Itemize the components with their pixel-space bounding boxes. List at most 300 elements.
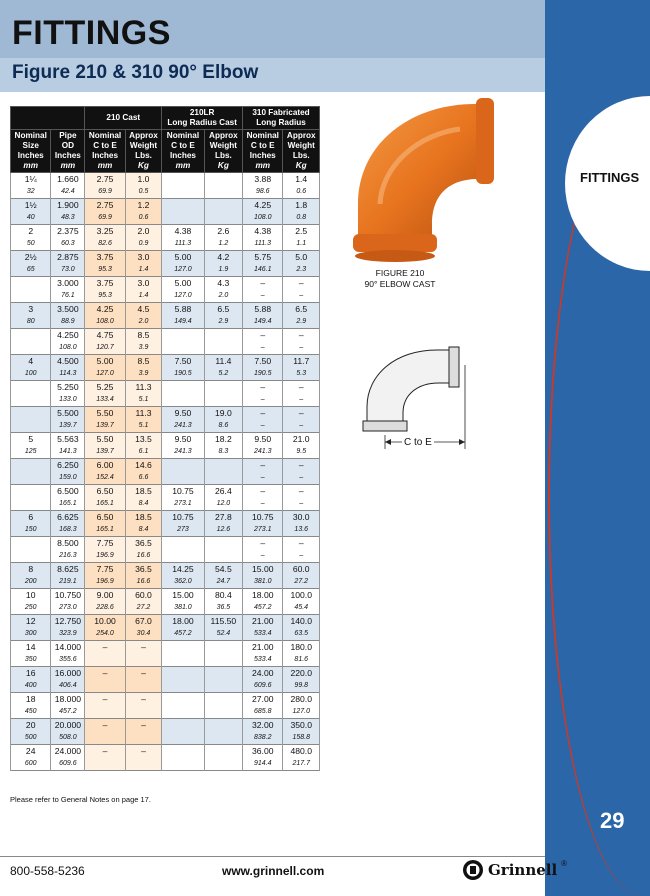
table-row <box>11 329 320 342</box>
table-cell: 36.5 <box>125 537 161 550</box>
table-cell: 4.25 <box>85 303 125 316</box>
table-cell: – <box>243 459 283 472</box>
table-row <box>11 355 320 368</box>
table-cell: – <box>243 420 283 433</box>
table-cell <box>125 706 161 719</box>
table-cell <box>162 472 204 485</box>
table-cell <box>11 381 51 394</box>
table-cell: 108.0 <box>51 342 85 355</box>
column-header: Nominal C to E Inches mm <box>85 130 125 173</box>
table-cell: 100 <box>11 368 51 381</box>
table-cell: 381.0 <box>162 602 204 615</box>
table-cell: 9.00 <box>85 589 125 602</box>
table-cell: 8.5 <box>125 329 161 342</box>
table-cell: 196.9 <box>85 576 125 589</box>
table-cell: 5.50 <box>85 407 125 420</box>
table-cell: 14.6 <box>125 459 161 472</box>
table-row <box>11 615 320 628</box>
table-cell: 273.0 <box>51 602 85 615</box>
table-cell: 76.1 <box>51 290 85 303</box>
table-cell: 27.2 <box>283 576 320 589</box>
table-cell <box>85 654 125 667</box>
table-cell: 190.5 <box>243 368 283 381</box>
table-cell <box>162 680 204 693</box>
table-cell: 3.75 <box>85 277 125 290</box>
table-cell <box>162 329 204 342</box>
table-cell: 159.0 <box>51 472 85 485</box>
table-cell: 15.00 <box>243 563 283 576</box>
table-cell: – <box>243 498 283 511</box>
table-cell: 7.50 <box>243 355 283 368</box>
table-cell: 4.500 <box>51 355 85 368</box>
table-row <box>11 537 320 550</box>
table-cell: 1.900 <box>51 199 85 212</box>
table-cell: 600 <box>11 758 51 771</box>
table-cell: 14 <box>11 641 51 654</box>
table-cell: 6.6 <box>125 472 161 485</box>
table-cell: 80 <box>11 316 51 329</box>
table-cell: 300 <box>11 628 51 641</box>
table-cell <box>162 732 204 745</box>
table-cell: 3 <box>11 303 51 316</box>
table-cell: 108.0 <box>85 316 125 329</box>
table-row <box>11 368 320 381</box>
table-cell <box>85 706 125 719</box>
table-cell: – <box>85 719 125 732</box>
table-cell: 8.500 <box>51 537 85 550</box>
table-cell: 0.6 <box>283 186 320 199</box>
table-cell: 45.4 <box>283 602 320 615</box>
table-cell: – <box>283 498 320 511</box>
table-cell <box>162 641 204 654</box>
table-cell: 115.50 <box>204 615 242 628</box>
table-cell <box>11 407 51 420</box>
table-cell: 362.0 <box>162 576 204 589</box>
table-row <box>11 420 320 433</box>
table-cell: 838.2 <box>243 732 283 745</box>
table-cell: 180.0 <box>283 641 320 654</box>
table-cell: 685.8 <box>243 706 283 719</box>
table-cell: 220.0 <box>283 667 320 680</box>
table-cell: 6.5 <box>204 303 242 316</box>
table-cell: 95.3 <box>85 290 125 303</box>
table-header-blank <box>11 107 85 130</box>
table-cell: 21.00 <box>243 615 283 628</box>
column-header: Approx Weight Lbs. Kg <box>204 130 242 173</box>
table-cell: 2.75 <box>85 173 125 186</box>
table-cell: 8.4 <box>125 524 161 537</box>
table-cell: 1.8 <box>283 199 320 212</box>
table-row <box>11 472 320 485</box>
table-cell: 241.3 <box>162 446 204 459</box>
table-cell: 141.3 <box>51 446 85 459</box>
table-cell: 168.3 <box>51 524 85 537</box>
table-cell: 18 <box>11 693 51 706</box>
table-cell <box>204 381 242 394</box>
table-cell: 3.25 <box>85 225 125 238</box>
table-cell: 114.3 <box>51 368 85 381</box>
table-cell <box>204 693 242 706</box>
table-row <box>11 433 320 446</box>
table-cell: 80.4 <box>204 589 242 602</box>
table-cell: 9.5 <box>283 446 320 459</box>
figure-caption: FIGURE 210 90° ELBOW CAST <box>364 268 436 289</box>
table-cell <box>204 732 242 745</box>
table-cell: – <box>85 667 125 680</box>
table-cell: 2½ <box>11 251 51 264</box>
table-cell: 2 <box>11 225 51 238</box>
table-cell <box>125 654 161 667</box>
table-cell: 323.9 <box>51 628 85 641</box>
table-cell <box>204 654 242 667</box>
table-cell: 24.00 <box>243 667 283 680</box>
table-cell: 355.6 <box>51 654 85 667</box>
table-row <box>11 758 320 771</box>
table-cell: 254.0 <box>85 628 125 641</box>
table-cell: 32 <box>11 186 51 199</box>
group-header-210-cast: 210 Cast <box>85 107 162 130</box>
table-cell: 12.750 <box>51 615 85 628</box>
table-cell: 4.38 <box>243 225 283 238</box>
table-cell: – <box>283 459 320 472</box>
table-cell: 127.0 <box>162 264 204 277</box>
table-cell: 2.875 <box>51 251 85 264</box>
table-cell: 3.000 <box>51 277 85 290</box>
table-cell: 125 <box>11 446 51 459</box>
table-cell: 10 <box>11 589 51 602</box>
table-cell: 24 <box>11 745 51 758</box>
column-header: Approx Weight Lbs. Kg <box>283 130 320 173</box>
table-cell <box>162 381 204 394</box>
table-cell: 24.000 <box>51 745 85 758</box>
table-cell: 10.00 <box>85 615 125 628</box>
table-cell: 7.75 <box>85 563 125 576</box>
table-cell: 27.00 <box>243 693 283 706</box>
table-cell: 14.25 <box>162 563 204 576</box>
table-row <box>11 628 320 641</box>
table-cell: 1.9 <box>204 264 242 277</box>
table-row <box>11 693 320 706</box>
c-to-e-dimension-label: C to E <box>404 437 432 448</box>
table-cell: 149.4 <box>162 316 204 329</box>
footer-rule <box>0 856 545 857</box>
table-cell: 18.00 <box>162 615 204 628</box>
table-cell: 12.6 <box>204 524 242 537</box>
table-cell <box>204 173 242 186</box>
table-row <box>11 485 320 498</box>
table-cell: 100.0 <box>283 589 320 602</box>
grinnell-logo <box>462 859 567 881</box>
table-cell: 111.3 <box>243 238 283 251</box>
table-cell: 450 <box>11 706 51 719</box>
table-cell: 0.8 <box>283 212 320 225</box>
table-row <box>11 264 320 277</box>
table-cell: 5.500 <box>51 407 85 420</box>
table-cell: 73.0 <box>51 264 85 277</box>
table-cell: 1.4 <box>283 173 320 186</box>
table-cell: 30.0 <box>283 511 320 524</box>
table-row <box>11 498 320 511</box>
table-cell <box>11 550 51 563</box>
table-cell: 4.25 <box>243 199 283 212</box>
table-cell: 139.7 <box>85 420 125 433</box>
table-cell: 69.9 <box>85 186 125 199</box>
table-cell: 27.8 <box>204 511 242 524</box>
footer-website[interactable]: www.grinnell.com <box>222 864 325 878</box>
table-cell: 140.0 <box>283 615 320 628</box>
table-cell: 4.5 <box>125 303 161 316</box>
table-cell: – <box>283 381 320 394</box>
table-cell: 5.00 <box>85 355 125 368</box>
table-cell: – <box>125 719 161 732</box>
table-cell <box>204 342 242 355</box>
table-cell: 3.75 <box>85 251 125 264</box>
table-cell: 2.375 <box>51 225 85 238</box>
table-cell <box>204 394 242 407</box>
table-cell: 120.7 <box>85 342 125 355</box>
table-cell <box>125 680 161 693</box>
table-cell <box>204 537 242 550</box>
table-cell: 500 <box>11 732 51 745</box>
page-number: 29 <box>600 808 625 833</box>
table-row <box>11 199 320 212</box>
table-footnote: Please refer to General Notes on page 17. <box>10 795 151 804</box>
table-cell <box>85 758 125 771</box>
table-cell: 9.50 <box>162 433 204 446</box>
table-cell: 8.4 <box>125 498 161 511</box>
table-cell: 273.1 <box>162 498 204 511</box>
table-cell: 457.2 <box>162 628 204 641</box>
table-cell: 13.6 <box>283 524 320 537</box>
table-cell <box>11 420 51 433</box>
table-cell: 219.1 <box>51 576 85 589</box>
table-cell <box>204 706 242 719</box>
table-cell: 1.2 <box>125 199 161 212</box>
table-cell <box>85 732 125 745</box>
column-header: Nominal C to E Inches mm <box>243 130 283 173</box>
table-cell <box>204 745 242 758</box>
table-cell: 82.6 <box>85 238 125 251</box>
table-cell: 914.4 <box>243 758 283 771</box>
table-cell: 2.0 <box>204 290 242 303</box>
table-row <box>11 225 320 238</box>
table-cell: 457.2 <box>243 602 283 615</box>
table-row <box>11 732 320 745</box>
table-cell: 146.1 <box>243 264 283 277</box>
table-cell: 2.3 <box>283 264 320 277</box>
table-cell <box>162 199 204 212</box>
table-row <box>11 719 320 732</box>
table-cell: – <box>125 693 161 706</box>
table-cell: – <box>283 277 320 290</box>
table-cell: 533.4 <box>243 654 283 667</box>
table-cell: 250 <box>11 602 51 615</box>
table-cell: 36.5 <box>125 563 161 576</box>
table-cell: 60.3 <box>51 238 85 251</box>
table-cell: 5.1 <box>125 394 161 407</box>
table-cell <box>11 290 51 303</box>
table-cell: 5.0 <box>283 251 320 264</box>
table-cell <box>11 342 51 355</box>
table-cell: 241.3 <box>162 420 204 433</box>
table-row <box>11 563 320 576</box>
table-cell: 480.0 <box>283 745 320 758</box>
table-row <box>11 602 320 615</box>
table-cell: 10.750 <box>51 589 85 602</box>
table-cell: 0.9 <box>125 238 161 251</box>
table-cell <box>204 550 242 563</box>
table-cell <box>204 186 242 199</box>
table-cell: 127.0 <box>283 706 320 719</box>
table-cell: 4.75 <box>85 329 125 342</box>
table-row <box>11 667 320 680</box>
table-cell: 133.0 <box>51 394 85 407</box>
table-cell <box>162 654 204 667</box>
table-row <box>11 303 320 316</box>
table-cell: 65 <box>11 264 51 277</box>
table-cell: 2.9 <box>204 316 242 329</box>
table-cell: 67.0 <box>125 615 161 628</box>
group-header-210lr: 210LR Long Radius Cast <box>162 107 243 130</box>
table-cell: 12.0 <box>204 498 242 511</box>
table-cell: 6.5 <box>283 303 320 316</box>
table-cell: 139.7 <box>51 420 85 433</box>
table-cell: 3.9 <box>125 342 161 355</box>
dimensions-table <box>10 106 320 771</box>
table-cell: – <box>283 407 320 420</box>
table-cell: 533.4 <box>243 628 283 641</box>
table-row <box>11 407 320 420</box>
table-cell <box>11 394 51 407</box>
table-cell: 139.7 <box>85 446 125 459</box>
table-cell <box>162 173 204 186</box>
table-cell: – <box>283 394 320 407</box>
table-row <box>11 641 320 654</box>
table-row <box>11 654 320 667</box>
table-row <box>11 251 320 264</box>
table-cell: – <box>243 550 283 563</box>
table-cell: 111.3 <box>162 238 204 251</box>
table-row <box>11 394 320 407</box>
table-cell: – <box>243 407 283 420</box>
table-cell: 1.4 <box>125 264 161 277</box>
table-cell <box>162 394 204 407</box>
table-cell: 4.38 <box>162 225 204 238</box>
table-cell: 11.3 <box>125 407 161 420</box>
table-cell: 9.50 <box>162 407 204 420</box>
table-row <box>11 589 320 602</box>
table-row <box>11 316 320 329</box>
table-cell: 16 <box>11 667 51 680</box>
table-cell: 158.8 <box>283 732 320 745</box>
table-cell <box>162 212 204 225</box>
table-cell: 5.25 <box>85 381 125 394</box>
table-cell: 350 <box>11 654 51 667</box>
table-cell: 1½ <box>11 199 51 212</box>
table-cell: 42.4 <box>51 186 85 199</box>
table-cell: 12 <box>11 615 51 628</box>
table-cell: – <box>243 277 283 290</box>
brand-name: Grinnell <box>488 861 558 879</box>
table-cell: 273 <box>162 524 204 537</box>
table-cell <box>125 732 161 745</box>
footer-phone: 800-558-5236 <box>10 864 85 878</box>
table-cell <box>204 680 242 693</box>
table-row <box>11 238 320 251</box>
table-cell: – <box>283 420 320 433</box>
table-cell: 20.000 <box>51 719 85 732</box>
table-cell: 5.00 <box>162 251 204 264</box>
table-cell <box>85 680 125 693</box>
elbow-dimension-diagram <box>355 345 475 450</box>
table-cell <box>162 342 204 355</box>
table-row <box>11 290 320 303</box>
table-cell: 381.0 <box>243 576 283 589</box>
table-cell: 60.0 <box>283 563 320 576</box>
table-cell: 50 <box>11 238 51 251</box>
table-cell: 8.5 <box>125 355 161 368</box>
table-row <box>11 173 320 186</box>
table-row <box>11 550 320 563</box>
table-cell <box>204 459 242 472</box>
table-row <box>11 745 320 758</box>
table-cell: 200 <box>11 576 51 589</box>
table-cell: – <box>125 745 161 758</box>
table-cell <box>204 199 242 212</box>
page-subtitle: Figure 210 & 310 90° Elbow <box>12 62 259 83</box>
table-cell <box>162 537 204 550</box>
table-cell: 95.3 <box>85 264 125 277</box>
side-section-label: FITTINGS <box>580 170 640 185</box>
table-cell: – <box>243 472 283 485</box>
table-cell: 609.6 <box>51 758 85 771</box>
table-cell: 11.3 <box>125 381 161 394</box>
table-cell: 81.6 <box>283 654 320 667</box>
table-cell: – <box>283 290 320 303</box>
table-cell: 60.0 <box>125 589 161 602</box>
table-cell: 3.9 <box>125 368 161 381</box>
table-cell: – <box>283 472 320 485</box>
table-cell: 99.8 <box>283 680 320 693</box>
table-cell: 217.7 <box>283 758 320 771</box>
table-cell: 13.5 <box>125 433 161 446</box>
table-cell <box>162 758 204 771</box>
table-cell: 27.2 <box>125 602 161 615</box>
table-cell: 4 <box>11 355 51 368</box>
table-cell: 5.250 <box>51 381 85 394</box>
table-cell <box>162 745 204 758</box>
table-cell: 5.50 <box>85 433 125 446</box>
table-cell: 18.000 <box>51 693 85 706</box>
table-cell: 2.9 <box>283 316 320 329</box>
table-cell: 127.0 <box>162 290 204 303</box>
table-cell: 18.00 <box>243 589 283 602</box>
table-cell: – <box>243 485 283 498</box>
table-cell: 15.00 <box>162 589 204 602</box>
table-cell: 165.1 <box>85 498 125 511</box>
table-cell <box>162 693 204 706</box>
table-cell: 3.500 <box>51 303 85 316</box>
table-cell: 48.3 <box>51 212 85 225</box>
table-cell <box>204 472 242 485</box>
table-cell <box>204 329 242 342</box>
table-cell: 2.5 <box>283 225 320 238</box>
table-cell: – <box>125 641 161 654</box>
table-cell: 3.88 <box>243 173 283 186</box>
column-header: Pipe OD Inches mm <box>51 130 85 173</box>
table-cell: 216.3 <box>51 550 85 563</box>
table-cell: 3.0 <box>125 251 161 264</box>
